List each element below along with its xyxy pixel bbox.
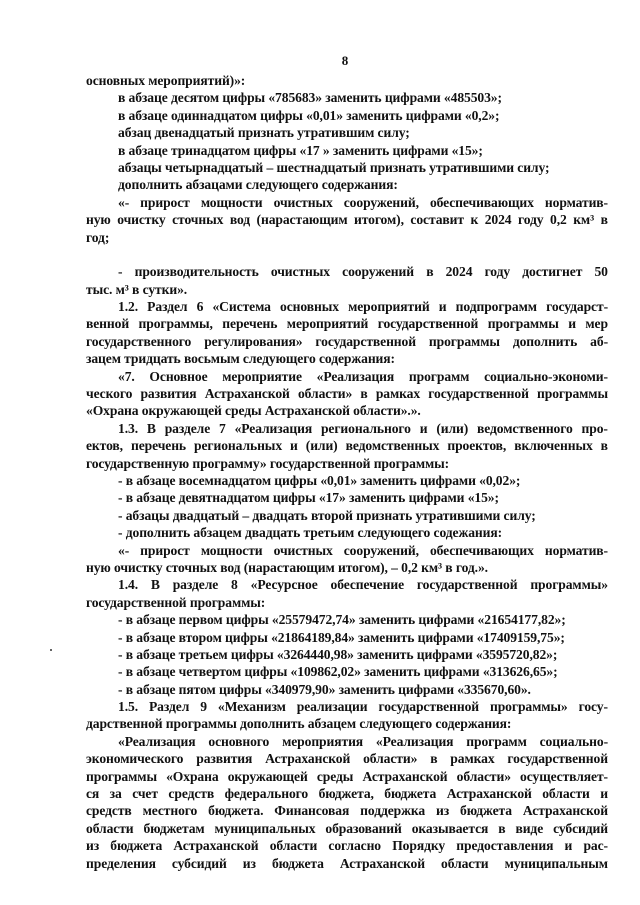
word: развития [140,386,197,402]
text-line: государственной программы: [86,594,266,610]
word: венной [86,316,130,332]
word: сооружений, [343,542,419,558]
word: 1.5. [118,699,138,715]
word: В [150,577,160,593]
word: проектов, [447,438,507,454]
word: области [269,838,318,854]
text-line: - в абзаце первом цифры «25579472,74» заменить цифрами «21654177,82»; [118,612,566,628]
word: в [426,264,434,280]
word: бюджета [110,838,163,854]
word: итогом), [354,212,404,228]
text-line [86,837,608,854]
word: и [568,316,576,332]
word: субсидий [553,820,608,836]
word: программы [537,386,608,402]
word: бюджета [384,786,437,802]
word: программы [86,768,157,784]
word: государственной [428,386,529,402]
word: мер [585,316,608,332]
word: основных [280,299,339,315]
word: рас- [583,838,608,854]
word: из [86,838,100,854]
word: муниципальных [214,820,316,836]
text-line: государственную программу» государственной программы: [86,455,450,471]
word: рамках [450,751,495,767]
word: 6 [196,299,204,315]
text-line [86,785,608,802]
word: государственной [416,577,518,593]
word: 1.2. [118,299,138,315]
text-line: - в абзаце восемнадцатом цифры «0,01» заменить цифрами «0,02»; [118,472,521,488]
text-line: - абзацы двадцатый – двадцать второй признать утратившими силу; [118,507,536,523]
word: 1.3. [118,420,138,436]
word: «- [118,194,130,210]
word: регионального [320,420,411,436]
text-line [86,542,608,559]
word: ведомственных [345,438,440,454]
word: и [290,438,298,454]
word: счет [132,786,158,802]
text-line [86,263,608,280]
word: госу- [578,699,608,715]
word: программ [408,368,470,384]
word: программ [466,733,527,749]
word: году [517,212,544,228]
text-line: - в абзаце третьем цифры «3264440,98» заменить цифрами «3595720,82»; [118,646,558,662]
word: «Ресурсное [250,577,318,593]
word: Порядку [392,838,446,854]
word: ся [86,786,100,802]
word: 2024 [484,212,512,228]
text-line [86,855,608,872]
word: достигнет [522,264,583,280]
scan-speck [50,649,52,651]
word: рамках [375,386,421,402]
word: обеспечивающих [429,542,534,558]
word: мероприятия [282,733,364,749]
text-line: дарственной программы дополнить абзацем следующего содержания: [86,716,512,732]
text-line [86,211,608,228]
word: норматив- [544,542,608,558]
word: Финансовая [274,803,350,819]
word: реализации [296,699,368,715]
word: согласно [328,838,382,854]
word: и [600,786,608,802]
word: и [419,420,428,436]
word: программы [428,333,500,349]
word: муниципальным [504,855,608,871]
word: и [438,299,447,315]
word: году [484,264,511,280]
word: ную [86,212,111,228]
word: 1.4. [118,577,138,593]
text-line: абзацы четырнадцатый – шестнадцатый признать утратившими силу; [118,159,550,175]
word: вод [229,212,251,228]
text-line: в абзаце одиннадцатом цифры «0,01» заменить цифрами «0,2»; [118,107,500,123]
word: государственной [507,751,608,767]
word: в [498,820,506,836]
text-line [86,802,608,819]
word: образований [325,820,402,836]
text-line: ную очистку сточных вод (нарастающим итогом), – 0,2 км³ в год.». [86,559,488,575]
word: 0,2 [550,212,567,228]
word: (или) [436,420,469,436]
word: составит [410,212,464,228]
text-line [86,768,608,785]
word: очистных [270,264,330,280]
text-line [86,820,608,837]
word: включенных [514,438,593,454]
text-line [86,420,608,437]
text-line: тыс. м³ в сутки». [86,281,188,297]
word: в [600,438,608,454]
word: норматив- [544,194,608,210]
word: разделе [172,577,219,593]
word: Астраханской [173,838,259,854]
word: государственной [315,333,416,349]
text-line [86,298,608,315]
word: среды [316,768,354,784]
word: прирост [140,194,190,210]
word: «7. [118,368,135,384]
word: Астраханской [204,386,290,402]
word: бюджетам [143,820,205,836]
text-line: основных мероприятий)»: [86,73,246,88]
page-number: 8 [341,53,349,68]
word: программы, [138,316,213,332]
text-line [86,194,608,211]
word: ектов, [86,438,123,454]
word: местного [142,803,198,819]
word: бюджета [460,803,512,819]
word: мощности [200,194,263,210]
text-line: - дополнить абзацем двадцать третьим следующего содежания: [118,525,503,541]
word: социально-экономи- [484,368,608,384]
word: области» [456,768,511,784]
word: оказывается [411,820,489,836]
text-line [86,750,608,767]
word: «- [118,542,130,558]
word: «Реализация [118,733,196,749]
text-line: год; [86,229,110,245]
word: очистных [273,542,333,558]
word: виде [515,820,544,836]
text-line: в абзаце десятом цифры «785683» заменить цифрами «485503»; [118,90,502,106]
word: области [542,786,590,802]
text-line [86,437,608,454]
word: разделе [164,420,211,436]
word: - [118,264,123,280]
word: Раздел [148,699,190,715]
word: за [109,786,122,802]
word: программы» [530,577,608,593]
word: «Реализация [375,733,454,749]
word: ведомственного [477,420,573,436]
word: региональных [194,438,283,454]
text-line [86,733,608,750]
word: области» [363,751,418,767]
word: «Реализация [234,420,313,436]
word: средств [86,803,132,819]
word: 8 [231,577,238,593]
word: осуществляет- [520,768,608,784]
word: «Система [212,299,271,315]
word: государственного [86,333,192,349]
word: мероприятие [222,368,302,384]
text-line: - в абзаце девятнадцатом цифры «17» заменить цифрами «15»; [118,490,499,506]
word: обеспечивающих [429,194,534,210]
word: Астраханской [265,751,351,767]
word: Астраханской [362,768,448,784]
word: Основное [149,368,208,384]
word: государственной [377,316,479,332]
word: перечень [222,316,278,332]
word: Раздел [147,299,188,315]
word: бюджета, [318,786,374,802]
word: социально- [539,733,608,749]
word: подпрограмм [455,299,537,315]
word: аб- [590,333,608,349]
word: в [600,212,608,228]
word: сооружений, [343,194,419,210]
word: дополнить [512,333,578,349]
word: 7 [219,420,226,436]
word: в [360,386,368,402]
word: бюджета. [208,803,264,819]
word: пределения [86,855,156,871]
word: экономического [86,751,184,767]
text-line: в абзаце тринадцатом цифры «17 » заменить цифрами «15»; [118,142,483,158]
word: мероприятий [348,299,430,315]
word: регулирования» [204,333,303,349]
word: 50 [594,264,608,280]
word: «Реализация [316,368,395,384]
word: мероприятий [286,316,369,332]
word: «Механизм [217,699,286,715]
word: 2024 [445,264,473,280]
word: прирост [140,542,190,558]
word: из [436,803,450,819]
word: перечень [130,438,187,454]
word: федерального [224,786,309,802]
word: Астраханской [339,855,425,871]
text-line: зацем тридцать восьмым следующего содержания: [86,351,395,367]
text-line: - в абзаце четвертом цифры «109862,02» заменить цифрами «313626,65»; [118,664,558,680]
word: развития [196,751,253,767]
word: очистку [117,212,166,228]
word: Астраханской [522,803,608,819]
word: государст- [546,299,608,315]
word: ческого [86,386,133,402]
text-line [86,698,608,715]
word: и [564,838,573,854]
word: (или) [305,438,338,454]
text-line [86,315,608,332]
document-body [86,72,608,872]
text-line: - в абзаце пятом цифры «340979,90» заменить цифрами «335670,60». [118,681,531,697]
word: средств [168,786,215,802]
word: из [242,855,256,871]
word: к [470,212,479,228]
word: «Охрана [166,768,219,784]
word: окружающей [227,768,308,784]
word: В [146,420,156,436]
text-line: дополнить абзацами следующего содержания: [118,177,398,193]
word: области [441,855,489,871]
word: сточных [172,212,224,228]
text-line [86,246,608,263]
word: км³ [573,212,595,228]
word: субсидий [171,855,227,871]
word: бюджета [271,855,324,871]
word: в [430,751,438,767]
text-line: - в абзаце втором цифры «21864189,84» заменить цифрами «17409159,75»; [118,629,565,645]
word: предоставления [456,838,554,854]
word: поддержка [360,803,426,819]
word: сооружений [342,264,415,280]
word: мощности [200,542,263,558]
word: обеспечение [330,577,405,593]
text-line [86,385,608,402]
word: (нарастающим [256,212,348,228]
word: Астраханской [446,786,532,802]
text-line: абзац двенадцатый признать утратившим силу; [118,125,410,141]
text-line: «Охрана окружающей среды Астраханской области».». [86,403,421,419]
word: программы» [489,699,568,715]
word: области [86,820,134,836]
text-line [86,333,608,350]
word: основного [208,733,270,749]
word: производительность [134,264,259,280]
text-line [86,368,608,385]
word: программы [487,316,559,332]
text-line [86,576,608,593]
word: государственной [378,699,480,715]
word: про- [581,420,608,436]
word: области» [297,386,353,402]
word: 9 [200,699,207,715]
word: очистных [273,194,333,210]
